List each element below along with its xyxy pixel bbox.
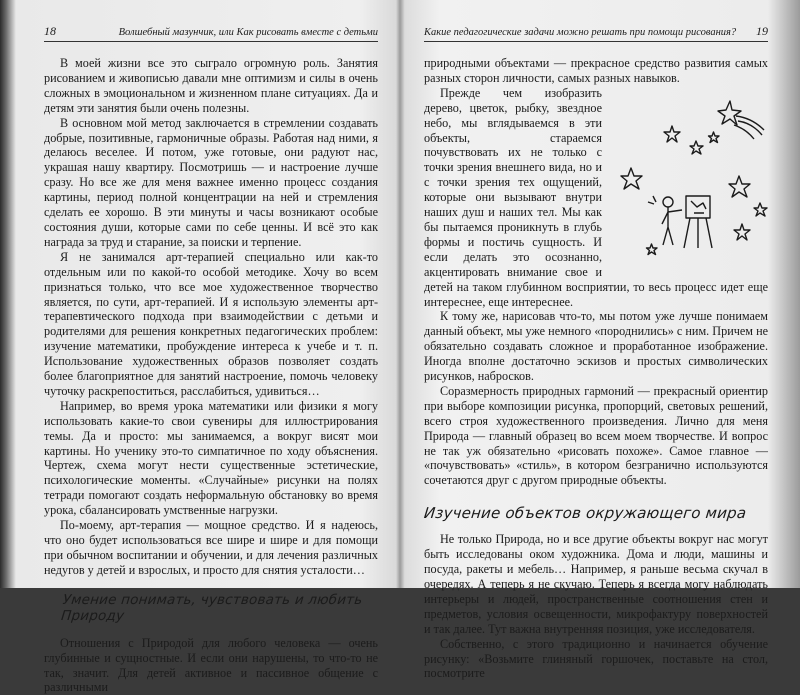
paragraph: Соразмерность природных гармоний — прекрасный ориентир при выборе композиции рисунка, пропорций, световых решений, всего строя художественного произведения. Лично для меня Природа — главный образец во всем моем творчестве. И вопрос не так уж обязательно «рисовать похоже». Самое главное — «почувствовать» «стиль», в котором безгранично используются сочетаются друг с другом природные объекты. <box>424 383 768 488</box>
page-number-left: 18 <box>44 24 56 38</box>
paragraph: Собственно, с этого традиционно и начинается обучение рисунку: «Возьмите глиняный горшочек, поставьте на стол, посмотрите <box>424 636 768 681</box>
paragraph: Отношения с Природой для любого человека — очень глубинные и сущностные. И если они нарушены, то что-то не так, значит. Для детей активное и пассивное общение с различными <box>44 635 378 695</box>
running-head-title-left: Волшебный мазунчик, или Как рисовать вместе с детьми <box>118 27 378 38</box>
paragraph: К тому же, нарисовав что-то, мы потом уже лучше понимаем данный объект, мы уже немного «породнились» с ним. Причем не обязательно создавать сложное и проработанное изображение. Иногда вполне достаточно эскизов и простых символических рисунков, набросков. <box>424 309 768 384</box>
paragraph-continued: природными объектами — прекрасное средство развития самых разных сторон личности, самых разных навыков. <box>424 56 768 85</box>
running-head-title-right: Какие педагогические задачи можно решать при помощи рисования? <box>424 27 737 38</box>
paragraph: Не только Природа, но и все другие объекты вокруг нас могут быть исследованы оком художника. Дома и люди, машины и посуда, ракеты и мебель… Например, я раньше весьма скучал в очередях. А теперь я не скучаю. Теперь я всегда могу наблюдать интерьеры и людей, пространственные соотношения стен и предметов, условия освещенности, микрофактуру поверхностей и так далее. Тут важна внутренняя позиция, уже исследователя. <box>424 532 768 636</box>
paragraph: Прежде чем изобразить дерево, цветок, рыбку, звездное небо, мы вглядываемся в эти объекты, стараемся почувствовать их не только с точки зрения внешнего вида, но и с точки зрения тех ощущений, которые они вызывают внутри наших душ и наших тел. Мы как бы пытаемся проникнуть в глубь формы и постичь сущность. И если делать это осознанно, акцентировать внимание свое и детей на таком глубинном восприятии, то весь процесс идет еще интереснее, еще интереснее. <box>424 85 768 309</box>
paragraph: По-моему, арт-терапия — мощное средство. И я надеюсь, что оно будет использоваться все шире и шире и для помощи при обычном воспитании и обучении, и для лечения различных недугов у детей и взрослых, и просто для снятия усталости… <box>44 518 378 577</box>
left-page <box>14 0 392 695</box>
stars-sketch-icon <box>608 88 776 278</box>
running-head-right <box>424 24 768 42</box>
left-body <box>44 56 378 695</box>
paragraph: В основном мой метод заключается в стремлении создавать добрые, позитивные, гармоничные образы. Работая над ними, я делаюсь веселее. И потом, уже готовые, они радуют нас, украшая нашу квартиру. Посмотришь — и настроение лучше сразу. Но все же для меня важнее именно процесс создания картины, период полной концентрации на ней и стремления сделать ее хорошо. В эти минуты и часы возникают особые состояния души, которые сами по себе ценны. И всё это как награда за труд и старание, за поиски и терпение. <box>44 115 378 249</box>
stars-easel-illustration <box>608 88 776 278</box>
text-with-figure <box>424 86 768 384</box>
running-head-left <box>44 24 378 42</box>
paragraph: Например, во время урока математики или физики я могу использовать какие-то свои сувениры для иллюстрирования темы. Да и просто: мы занимаемся, а вокруг висят мои картины. Но ученику это-то симпатичное по ходу объяснения. Чертеж, схема могут нести существенные эстетические, психологические моменты. «Случайные» рисунки на полях тетради помогают создать неформальную обстановку во время урока, сбалансировать умственные нагрузки. <box>44 398 378 518</box>
page-number-right: 19 <box>756 24 768 38</box>
section-heading-nature: Умение понимать, чувствовать и любить Природу <box>60 591 364 624</box>
paragraph: В моей жизни все это сыграло огромную роль. Занятия рисованием и живописью давали мне оптимизм и силы в очень сложных в эмоциональном и жизненном плане ситуациях. Да и детям эти занятия были очень полезны. <box>44 56 378 115</box>
right-page <box>406 0 786 681</box>
section-heading-objects: Изучение объектов окружающего мира <box>423 504 748 523</box>
paragraph: Я не занимался арт-терапией специально или как-то отдельным или по какой-то особой методике. Хочу во всем признаться только, что все мое художественное творчество является, по сути, арт-терапией. И я использую элементы арт-терапевтического подхода при взаимодействии с детьми и родителями для решения конкретных педагогических проблем: изучение математики, пробуждение интереса к учебе и т. п. Использование художественных образов позволяет создать более благоприятное для занятий настроение, помочь человеку чуточку раскрепоститься, расслабиться, удивиться… <box>44 249 378 398</box>
